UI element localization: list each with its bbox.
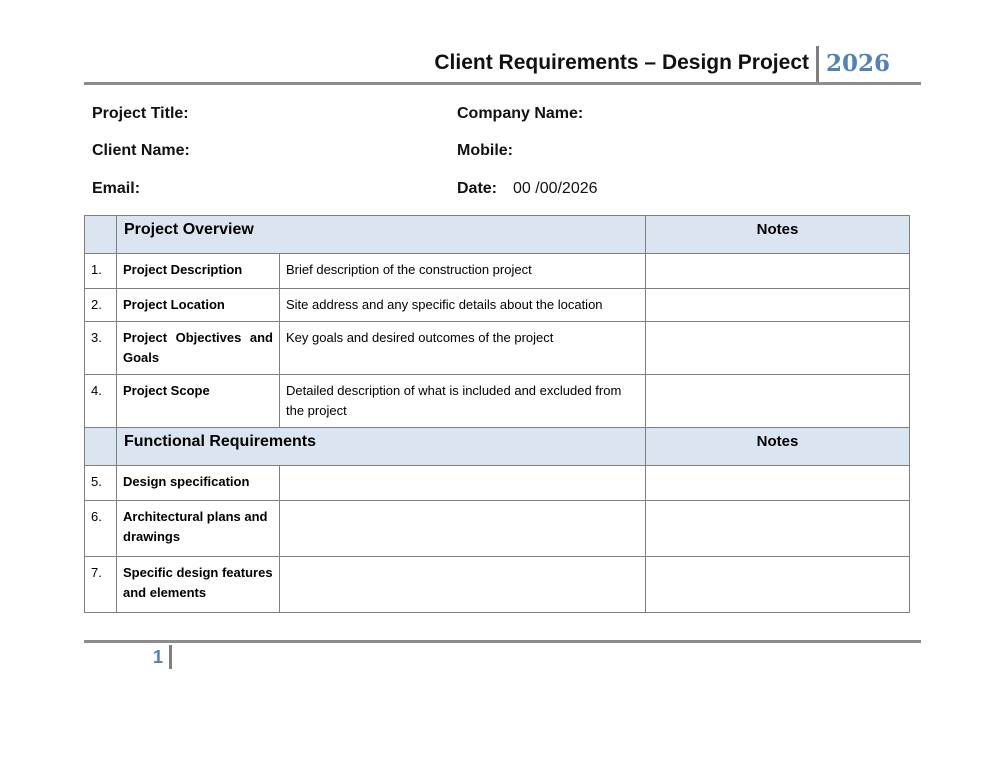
row-description[interactable]	[280, 557, 646, 613]
email-label: Email:	[92, 180, 141, 197]
row-notes-cell[interactable]	[646, 289, 910, 322]
row-item: Architectural plans and drawings	[117, 501, 280, 557]
section-title: Project Overview	[117, 216, 646, 254]
mobile-label: Mobile:	[457, 142, 513, 159]
row-description: Key goals and desired outcomes of the project	[280, 322, 646, 375]
notes-header: Notes	[646, 428, 910, 466]
table-row	[85, 289, 910, 322]
row-number: 2.	[85, 289, 117, 322]
page-number: 1	[153, 647, 164, 667]
row-number: 4.	[85, 375, 117, 428]
row-number: 3.	[85, 322, 117, 375]
header-divider	[816, 46, 819, 84]
section-header-row	[85, 428, 910, 466]
section-title: Functional Requirements	[117, 428, 646, 466]
document-title: Client Requirements – Design Project	[434, 51, 809, 74]
row-number: 1.	[85, 254, 117, 289]
row-notes-cell[interactable]	[646, 254, 910, 289]
table-row	[85, 501, 910, 557]
row-number: 7.	[85, 557, 117, 613]
row-description: Detailed description of what is included and excluded from the project	[280, 375, 646, 428]
row-item: Project Description	[117, 254, 280, 289]
section-num-cell	[85, 216, 117, 254]
row-notes-cell[interactable]	[646, 557, 910, 613]
row-item: Design specification	[117, 466, 280, 501]
table-row	[85, 254, 910, 289]
table-row	[85, 322, 910, 375]
row-description: Brief description of the construction project	[280, 254, 646, 289]
date-label: Date:	[457, 180, 498, 197]
table-row	[85, 466, 910, 501]
row-notes-cell[interactable]	[646, 322, 910, 375]
row-notes-cell[interactable]	[646, 501, 910, 557]
requirements-table	[84, 215, 910, 613]
row-item: Project Location	[117, 289, 280, 322]
row-description: Site address and any specific details about the location	[280, 289, 646, 322]
row-item: Project Objectives and Goals	[117, 322, 280, 375]
section-header-row	[85, 216, 910, 254]
row-description[interactable]	[280, 501, 646, 557]
footer-rule	[84, 640, 921, 643]
row-notes-cell[interactable]	[646, 375, 910, 428]
document-year: 2026	[826, 50, 891, 77]
row-notes-cell[interactable]	[646, 466, 910, 501]
table-row	[85, 557, 910, 613]
row-item: Project Scope	[117, 375, 280, 428]
row-description[interactable]	[280, 466, 646, 501]
project-title-label: Project Title:	[92, 105, 189, 122]
footer-divider	[169, 645, 172, 669]
section-num-cell	[85, 428, 117, 466]
client-name-label: Client Name:	[92, 142, 190, 159]
table-row	[85, 375, 910, 428]
notes-header: Notes	[646, 216, 910, 254]
header-rule	[84, 82, 921, 85]
row-number: 6.	[85, 501, 117, 557]
row-item: Specific design features and elements	[117, 557, 280, 613]
row-number: 5.	[85, 466, 117, 501]
date-value: 00 /00/2026	[513, 180, 598, 197]
company-name-label: Company Name:	[457, 105, 584, 122]
